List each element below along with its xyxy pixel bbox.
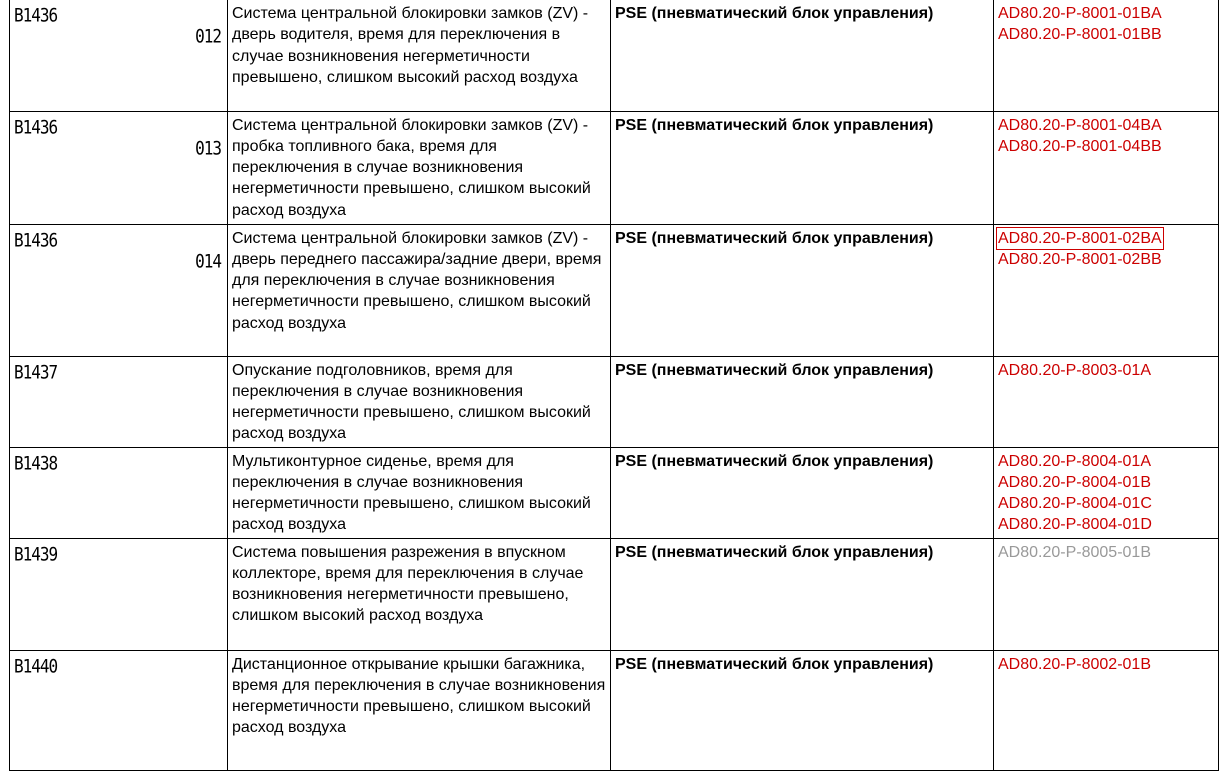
reference-link[interactable]: AD80.20-P-8004-01A: [998, 452, 1151, 470]
fault-description: Система центральной блокировки замков (ZV) - пробка топливного бака, время для переключения в случае возникновения негерметичности превышено, слишком высокий расход воздуха: [228, 111, 611, 224]
fault-code-cell: [10, 538, 228, 650]
reference-cell: [994, 447, 1219, 538]
control-unit: PSE (пневматический блок управления): [611, 650, 994, 770]
fault-code: B1436: [14, 115, 58, 138]
fault-code-cell: [10, 224, 228, 356]
fault-code: B1436: [14, 228, 58, 251]
fault-code-cell: [10, 0, 228, 111]
fault-subcode: 012: [195, 25, 221, 47]
fault-subcode: 013: [195, 136, 221, 159]
fault-code-table: [9, 0, 1219, 771]
fault-description: Система центральной блокировки замков (ZV) - дверь переднего пассажира/задние двери, время для переключения в случае возникновения негерметичности превышено, слишком высокий расход воздуха: [228, 224, 611, 356]
table-row: [10, 650, 1219, 770]
reference-cell: [994, 356, 1219, 447]
reference-link[interactable]: AD80.20-P-8001-04BB: [998, 137, 1162, 155]
table-row: [10, 224, 1219, 356]
control-unit: PSE (пневматический блок управления): [611, 224, 994, 356]
reference-link[interactable]: AD80.20-P-8001-02BB: [998, 250, 1162, 268]
reference-link[interactable]: AD80.20-P-8001-04BA: [998, 116, 1162, 134]
fault-description: Опускание подголовников, время для переключения в случае возникновения негерметичности превышено, слишком высокий расход воздуха: [228, 356, 611, 447]
reference-cell: [994, 0, 1219, 111]
control-unit: PSE (пневматический блок управления): [611, 111, 994, 224]
fault-table-body: [10, 0, 1219, 770]
fault-code: B1440: [14, 654, 58, 677]
reference-link[interactable]: AD80.20-P-8003-01A: [998, 361, 1151, 379]
table-row: [10, 0, 1219, 111]
fault-code-cell: [10, 356, 228, 447]
fault-description: Система повышения разрежения в впускном коллекторе, время для переключения в случае возникновения негерметичности превышено, слишком высокий расход воздуха: [228, 538, 611, 650]
table-row: [10, 356, 1219, 447]
control-unit: PSE (пневматический блок управления): [611, 538, 994, 650]
reference-cell: [994, 224, 1219, 356]
reference-link-focused[interactable]: AD80.20-P-8001-02BA: [997, 228, 1163, 249]
reference-cell: [994, 650, 1219, 770]
reference-link[interactable]: AD80.20-P-8002-01B: [998, 655, 1151, 673]
control-unit: PSE (пневматический блок управления): [611, 0, 994, 111]
fault-code: B1436: [14, 4, 58, 27]
fault-subcode: 014: [195, 249, 221, 272]
reference-cell: [994, 538, 1219, 650]
fault-code: B1438: [14, 451, 58, 474]
table-row: [10, 447, 1219, 538]
reference-link[interactable]: AD80.20-P-8001-01BB: [998, 26, 1162, 44]
control-unit: PSE (пневматический блок управления): [611, 356, 994, 447]
fault-code-cell: [10, 447, 228, 538]
reference-link[interactable]: AD80.20-P-8004-01C: [998, 495, 1152, 513]
fault-code-cell: [10, 650, 228, 770]
reference-link[interactable]: AD80.20-P-8001-01BA: [998, 5, 1162, 22]
fault-description: Дистанционное открывание крышки багажника, время для переключения в случае возникновения негерметичности превышено, слишком высокий расход воздуха: [228, 650, 611, 770]
fault-description: Мультиконтурное сиденье, время для переключения в случае возникновения негерметичности превышено, слишком высокий расход воздуха: [228, 447, 611, 538]
reference-text-inactive: AD80.20-P-8005-01B: [998, 543, 1151, 561]
reference-link[interactable]: AD80.20-P-8004-01B: [998, 473, 1151, 491]
fault-code-cell: [10, 111, 228, 224]
fault-code: B1437: [14, 360, 58, 383]
table-row: [10, 111, 1219, 224]
table-row: [10, 538, 1219, 650]
reference-link[interactable]: AD80.20-P-8004-01D: [998, 516, 1152, 534]
control-unit: PSE (пневматический блок управления): [611, 447, 994, 538]
reference-cell: [994, 111, 1219, 224]
fault-code: B1439: [14, 542, 58, 565]
fault-description: Система центральной блокировки замков (ZV) - дверь водителя, время для переключения в случае возникновения негерметичности превышено, слишком высокий расход воздуха: [228, 0, 611, 111]
